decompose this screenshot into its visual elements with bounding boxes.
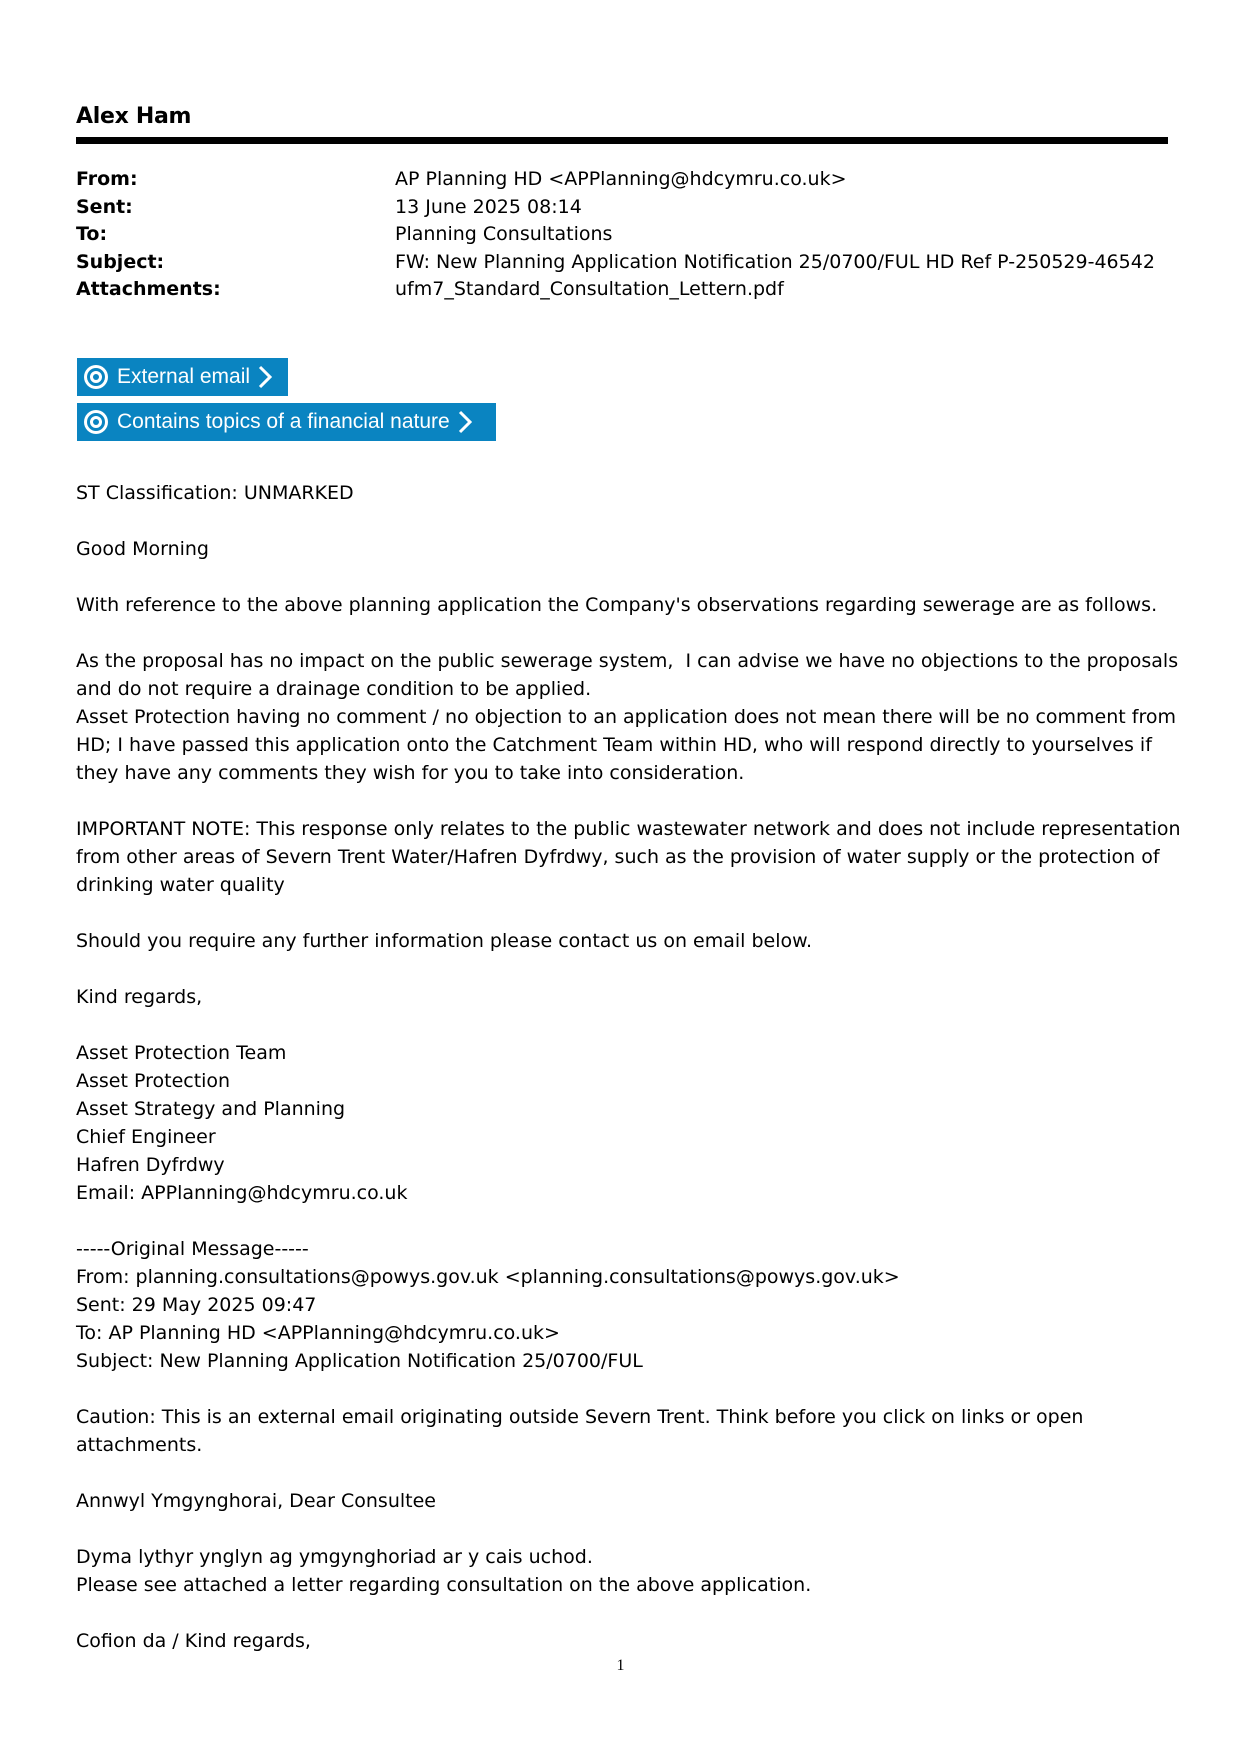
from-label: From: xyxy=(76,168,138,190)
original-message-header xyxy=(76,1235,1186,1375)
paragraph-further-info: Should you require any further information please contact us on email below. xyxy=(76,930,812,952)
email-header xyxy=(76,166,1176,304)
sent-value: 13 June 2025 08:14 xyxy=(395,195,582,218)
to-value: Planning Consultations xyxy=(395,223,613,246)
signature-line: Asset Strategy and Planning xyxy=(76,1098,346,1120)
header-row-to xyxy=(76,221,1176,249)
signature-line: Chief Engineer xyxy=(76,1126,216,1148)
original-subject: Subject: New Planning Application Notification 25/0700/FUL xyxy=(76,1350,643,1372)
external-email-label: External email xyxy=(117,365,251,388)
salutation: Annwyl Ymgynghorai, Dear Consultee xyxy=(76,1490,436,1512)
paragraph-observations: With reference to the above planning application the Company's observations regarding sewerage are as follows. xyxy=(76,594,1158,616)
header-divider xyxy=(76,137,1168,144)
signature-line: Hafren Dyfrdwy xyxy=(76,1154,225,1176)
to-label: To: xyxy=(76,223,108,246)
financial-topic-label: Contains topics of a financial nature xyxy=(117,410,450,433)
external-email-tag[interactable] xyxy=(77,358,288,396)
original-sent: Sent: 29 May 2025 09:47 xyxy=(76,1294,317,1316)
signature-email[interactable]: Email: APPlanning@hdcymru.co.uk xyxy=(76,1182,408,1204)
original-to: To: AP Planning HD <APPlanning@hdcymru.co.uk> xyxy=(76,1322,560,1344)
greeting: Good Morning xyxy=(76,538,209,560)
header-row-from xyxy=(76,166,1176,194)
paragraph-no-objection: As the proposal has no impact on the public sewerage system, I can advise we have no objections to the proposals and do not require a drainage condition to be applied. xyxy=(76,650,1185,700)
sender-name: Alex Ham xyxy=(76,104,192,129)
signature-block xyxy=(76,1039,1186,1207)
signature-line: Asset Protection xyxy=(76,1070,231,1092)
alert-badge-icon xyxy=(83,409,109,435)
page-number: 1 xyxy=(616,1657,625,1674)
chevron-right-icon xyxy=(458,410,472,434)
paragraph-asset-protection: Asset Protection having no comment / no objection to an application does not mean there will be no comment from HD; I have passed this application onto the Catchment Team within HD, who will respond directly to yourselves if they have any comments they wish for you to take into consideration. xyxy=(76,706,1183,784)
original-from: From: planning.consultations@powys.gov.uk <planning.consultations@powys.gov.uk> xyxy=(76,1266,900,1288)
welsh-line: Dyma lythyr ynglyn ag ymgynghoriad ar y cais uchod. xyxy=(76,1546,593,1568)
financial-topic-tag[interactable] xyxy=(77,403,496,441)
subject-label: Subject: xyxy=(76,250,165,273)
email-body xyxy=(76,479,1186,1655)
header-row-sent xyxy=(76,194,1176,222)
closing: Cofion da / Kind regards, xyxy=(76,1630,311,1652)
header-row-attachments xyxy=(76,276,1176,304)
signoff: Kind regards, xyxy=(76,986,203,1008)
signature-line: Asset Protection Team xyxy=(76,1042,287,1064)
alert-badge-icon xyxy=(83,364,109,390)
attachments-label: Attachments: xyxy=(76,278,221,301)
caution-notice: Caution: This is an external email originating outside Severn Trent. Think before you click on links or open attachments. xyxy=(76,1406,1090,1456)
attachment-link[interactable]: ufm7_Standard_Consultation_Lettern.pdf xyxy=(395,278,784,301)
original-divider: -----Original Message----- xyxy=(76,1238,309,1260)
classification-line: ST Classification: UNMARKED xyxy=(76,482,354,504)
chevron-right-icon xyxy=(258,365,272,389)
subject-value: FW: New Planning Application Notification 25/0700/FUL HD Ref P-250529-46542 xyxy=(395,250,1155,273)
english-line: Please see attached a letter regarding consultation on the above application. xyxy=(76,1574,812,1596)
from-value: AP Planning HD <APPlanning@hdcymru.co.uk> xyxy=(395,168,847,190)
sent-label: Sent: xyxy=(76,195,133,218)
paragraph-important-note: IMPORTANT NOTE: This response only relates to the public wastewater network and does not include representation from other areas of Severn Trent Water/Hafren Dyfrdwy, such as the provision of water supply or the protection of drinking water quality xyxy=(76,818,1187,896)
header-row-subject xyxy=(76,249,1176,277)
